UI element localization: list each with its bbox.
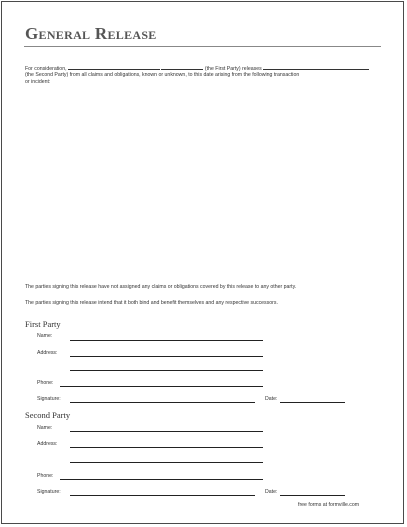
first-party-signature-label: Signature: xyxy=(37,396,61,402)
first-party-address-line-2[interactable] xyxy=(70,370,263,371)
second-party-name-line[interactable] xyxy=(70,431,263,432)
first-party-address-line-1[interactable] xyxy=(70,356,263,357)
successors-clause: The parties signing this release intend that it both bind and benefit themselves and any respective successors. xyxy=(25,300,278,306)
first-party-releases-text: (the First Party) releases xyxy=(204,66,262,72)
consideration-line-3: or incident: xyxy=(25,79,51,85)
second-party-phone-label: Phone: xyxy=(37,473,54,479)
first-party-name-label: Name: xyxy=(37,333,53,339)
second-party-name-label: Name: xyxy=(37,425,53,431)
second-party-address-line-2[interactable] xyxy=(70,462,263,463)
second-party-date-label: Date: xyxy=(265,489,278,495)
document-page xyxy=(1,1,404,524)
first-party-date-label: Date: xyxy=(265,396,278,402)
first-party-signature-line[interactable] xyxy=(70,402,255,403)
first-party-heading: First Party xyxy=(25,319,61,329)
second-party-name-field[interactable] xyxy=(263,64,369,70)
footer-credit: free forms at formville.com xyxy=(298,502,360,508)
first-party-address-label: Address: xyxy=(37,350,58,356)
first-party-name-line[interactable] xyxy=(70,340,263,341)
second-party-address-label: Address: xyxy=(37,441,58,447)
second-party-phone-line[interactable] xyxy=(60,479,263,480)
document-title: General Release xyxy=(25,24,157,43)
first-party-name-field[interactable] xyxy=(161,64,203,70)
first-party-phone-label: Phone: xyxy=(37,380,54,386)
consideration-label: For consideration, xyxy=(25,66,67,72)
first-party-phone-line[interactable] xyxy=(60,386,263,387)
title-rule xyxy=(24,46,381,47)
consideration-line-2: (the Second Party) from all claims and obligations, known or unknown, to this date arising from the following transaction xyxy=(25,71,300,78)
second-party-signature-line[interactable] xyxy=(70,495,255,496)
first-party-date-line[interactable] xyxy=(280,402,345,403)
second-party-date-line[interactable] xyxy=(280,495,345,496)
second-party-address-line-1[interactable] xyxy=(70,447,263,448)
second-party-heading: Second Party xyxy=(25,410,71,420)
second-party-signature-label: Signature: xyxy=(37,489,61,495)
consideration-amount-field[interactable] xyxy=(68,64,160,70)
no-assignment-clause: The parties signing this release have not assigned any claims or obligations covered by this release to any other party. xyxy=(25,284,297,290)
